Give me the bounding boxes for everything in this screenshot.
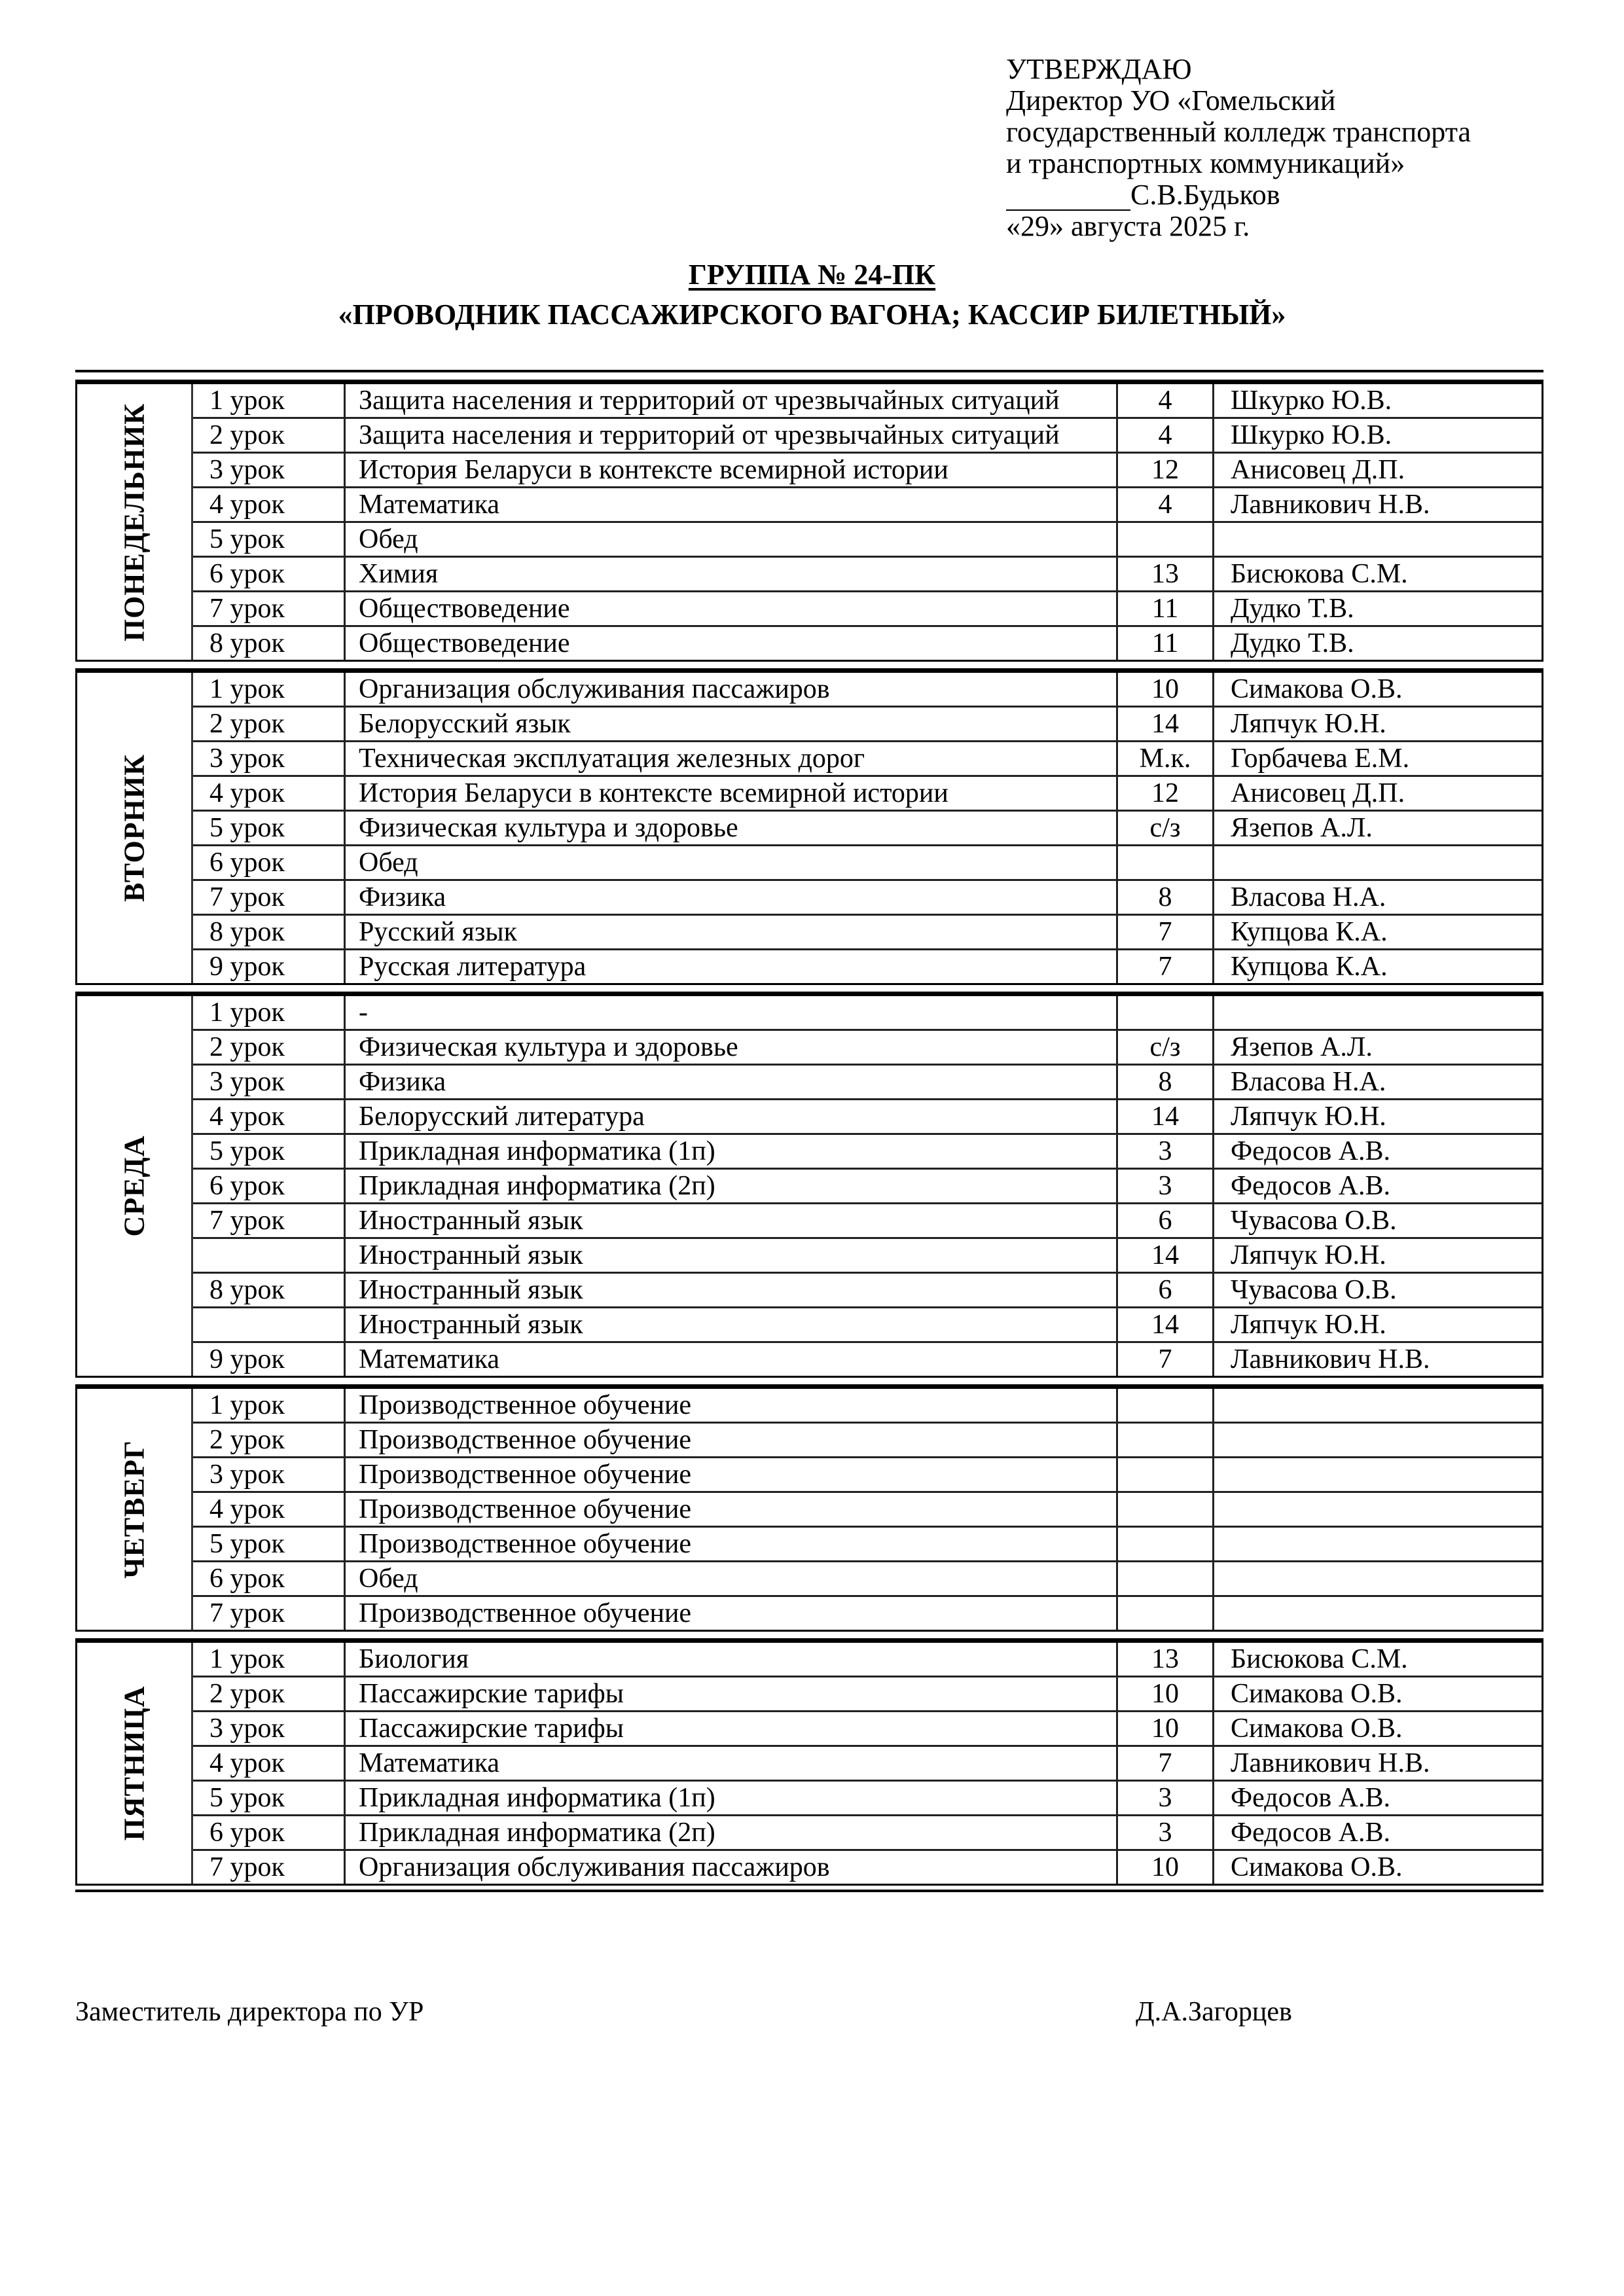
lesson-subject: Пассажирские тарифы [346, 1712, 1118, 1745]
lesson-room: 4 [1118, 384, 1214, 417]
table-row [193, 1135, 1542, 1170]
table-row [193, 1712, 1542, 1747]
lesson-teacher: Шкурко Ю.В. [1231, 420, 1392, 450]
lesson-number: 3 урок [193, 1066, 346, 1098]
table-row [193, 1528, 1542, 1562]
lesson-subject: Производственное обучение [346, 1424, 1118, 1456]
day-block [75, 1384, 1543, 1632]
table-row [193, 1204, 1542, 1239]
approval-college-line-2: и транспортных коммуникаций» [1006, 147, 1405, 179]
table-row [193, 742, 1542, 777]
lesson-room [1118, 1597, 1214, 1630]
lesson-room: 7 [1118, 1343, 1214, 1376]
day-label-cell [77, 1389, 193, 1630]
lesson-room: 11 [1118, 592, 1214, 625]
lesson-room: 8 [1118, 881, 1214, 914]
lesson-teacher: Федосов А.В. [1231, 1818, 1391, 1848]
lesson-room: 14 [1118, 1100, 1214, 1133]
day-block [75, 1638, 1543, 1886]
lesson-teacher: Лавникович Н.В. [1231, 490, 1430, 520]
lesson-subject: Прикладная информатика (1п) [346, 1782, 1118, 1814]
day-name: ПЯТНИЦА [118, 1685, 151, 1841]
lesson-number: 4 урок [193, 1493, 346, 1526]
table-row [193, 1031, 1542, 1066]
lesson-subject: Производственное обучение [346, 1528, 1118, 1560]
lesson-subject: Обед [346, 846, 1118, 879]
lesson-number: 3 урок [193, 742, 346, 775]
lesson-number: 2 урок [193, 419, 346, 452]
lesson-teacher: Симакова О.В. [1231, 1713, 1403, 1744]
lesson-teacher: Ляпчук Ю.Н. [1231, 1240, 1386, 1270]
lesson-number: 6 урок [193, 558, 346, 590]
table-row [193, 1851, 1542, 1884]
lesson-teacher: Федосов А.В. [1231, 1783, 1391, 1813]
lesson-number: 5 урок [193, 1782, 346, 1814]
lesson-subject: Физика [346, 1066, 1118, 1098]
table-row [193, 881, 1542, 916]
lesson-teacher: Язепов А.Л. [1231, 813, 1373, 843]
lesson-subject: Физическая культура и здоровье [346, 1031, 1118, 1064]
lesson-room [1118, 1493, 1214, 1526]
lesson-rows [193, 996, 1542, 1376]
table-row [193, 558, 1542, 592]
table-row [193, 1100, 1542, 1135]
table-row [193, 1239, 1542, 1274]
lesson-room: 3 [1118, 1170, 1214, 1202]
lesson-number: 5 урок [193, 1135, 346, 1168]
lesson-teacher: Язепов А.Л. [1231, 1032, 1373, 1062]
approval-heading: УТВЕРЖДАЮ [1006, 53, 1192, 85]
lesson-number: 7 урок [193, 881, 346, 914]
lesson-teacher: Лавникович Н.В. [1231, 1748, 1430, 1778]
lesson-subject: Прикладная информатика (2п) [346, 1170, 1118, 1202]
lesson-room: 11 [1118, 627, 1214, 660]
table-row [193, 1066, 1542, 1100]
lesson-number: 9 урок [193, 1343, 346, 1376]
lesson-room: 3 [1118, 1782, 1214, 1814]
lesson-number: 7 урок [193, 1204, 346, 1237]
lesson-room: 14 [1118, 708, 1214, 740]
lesson-room: 12 [1118, 777, 1214, 810]
lesson-number: 7 урок [193, 1597, 346, 1630]
approval-signature-row [1006, 179, 1595, 211]
lesson-number: 2 урок [193, 708, 346, 740]
lesson-room: 3 [1118, 1135, 1214, 1168]
lesson-rows [193, 1389, 1542, 1630]
lesson-teacher [1214, 1458, 1542, 1491]
signature-line [1006, 185, 1130, 211]
lesson-teacher: Анисовец Д.П. [1231, 778, 1405, 808]
day-label-cell [77, 1643, 193, 1884]
lesson-subject: История Беларуси в контексте всемирной истории [346, 454, 1118, 486]
lesson-teacher: Шкурко Ю.В. [1231, 386, 1392, 416]
table-row [193, 1597, 1542, 1630]
lesson-teacher [1214, 1562, 1542, 1595]
lesson-subject: Прикладная информатика (1п) [346, 1135, 1118, 1168]
lesson-subject: Иностранный язык [346, 1274, 1118, 1306]
day-name: СРЕДА [118, 1135, 151, 1237]
lesson-subject: Иностранный язык [346, 1204, 1118, 1237]
lesson-subject: Пассажирские тарифы [346, 1677, 1118, 1710]
lesson-number: 6 урок [193, 1816, 346, 1849]
lesson-room: 6 [1118, 1204, 1214, 1237]
lesson-subject: Организация обслуживания пассажиров [346, 1851, 1118, 1884]
table-row [193, 1493, 1542, 1528]
table-row [193, 1677, 1542, 1712]
lesson-room: 14 [1118, 1239, 1214, 1272]
lesson-rows [193, 384, 1542, 660]
lesson-number: 1 урок [193, 996, 346, 1029]
lesson-subject: Защита населения и территорий от чрезвычайных ситуаций [346, 419, 1118, 452]
lesson-subject: Обед [346, 523, 1118, 556]
lesson-subject: Русский язык [346, 916, 1118, 948]
lesson-subject: Русская литература [346, 950, 1118, 983]
lesson-number: 3 урок [193, 1458, 346, 1491]
lesson-room: 6 [1118, 1274, 1214, 1306]
lesson-subject: Обед [346, 1562, 1118, 1595]
lesson-teacher: Ляпчук Ю.Н. [1231, 709, 1386, 739]
lesson-number: 2 урок [193, 1031, 346, 1064]
approval-director-line: Директор УО «Гомельский [1006, 84, 1336, 117]
lesson-number: 6 урок [193, 1562, 346, 1595]
top-divider [75, 370, 1543, 372]
lesson-room: 8 [1118, 1066, 1214, 1098]
lesson-teacher: Ляпчук Ю.Н. [1231, 1102, 1386, 1132]
lesson-teacher [1214, 1493, 1542, 1526]
table-row [193, 1389, 1542, 1424]
lesson-teacher [1214, 846, 1542, 879]
day-label-cell [77, 996, 193, 1376]
lesson-teacher [1214, 1597, 1542, 1630]
lesson-subject: Производственное обучение [346, 1389, 1118, 1422]
lesson-room: 10 [1118, 1851, 1214, 1884]
lesson-subject: Организация обслуживания пассажиров [346, 673, 1118, 706]
lesson-subject: Физика [346, 881, 1118, 914]
lesson-number: 9 урок [193, 950, 346, 983]
lesson-subject: Обществоведение [346, 592, 1118, 625]
lesson-teacher: Купцова К.А. [1231, 917, 1388, 947]
lesson-teacher: Дудко Т.В. [1231, 594, 1354, 624]
lesson-number: 1 урок [193, 384, 346, 417]
day-label-cell [77, 384, 193, 660]
lesson-room: 10 [1118, 1677, 1214, 1710]
table-row [193, 1274, 1542, 1308]
lesson-number [193, 1308, 346, 1341]
lesson-room: с/з [1118, 812, 1214, 844]
lesson-teacher: Федосов А.В. [1231, 1171, 1391, 1201]
day-label-cell [77, 673, 193, 983]
table-row [193, 1424, 1542, 1458]
lesson-teacher [1214, 523, 1542, 556]
lesson-teacher [1214, 1528, 1542, 1560]
lesson-room: 4 [1118, 419, 1214, 452]
lesson-room: 3 [1118, 1816, 1214, 1849]
lesson-number: 4 урок [193, 1100, 346, 1133]
lesson-room [1118, 996, 1214, 1029]
table-row [193, 1816, 1542, 1851]
lesson-number: 4 урок [193, 1747, 346, 1780]
lesson-subject: Математика [346, 1747, 1118, 1780]
lesson-number: 1 урок [193, 1389, 346, 1422]
table-row [193, 419, 1542, 454]
lesson-subject: Защита населения и территорий от чрезвычайных ситуаций [346, 384, 1118, 417]
table-row [193, 384, 1542, 419]
lesson-subject: Белорусский литература [346, 1100, 1118, 1133]
lesson-subject: Производственное обучение [346, 1493, 1118, 1526]
group-title-text: ГРУППА № 24-ПК [688, 259, 936, 291]
lesson-number: 3 урок [193, 1712, 346, 1745]
lesson-number: 4 урок [193, 777, 346, 810]
lesson-teacher: Лавникович Н.В. [1231, 1344, 1430, 1374]
lesson-subject: Техническая эксплуатация железных дорог [346, 742, 1118, 775]
lesson-teacher: Симакова О.В. [1231, 1852, 1403, 1882]
lesson-subject: Производственное обучение [346, 1597, 1118, 1630]
lesson-teacher: Чувасова О.В. [1231, 1275, 1397, 1305]
lesson-subject: - [346, 996, 1118, 1029]
lesson-subject: Химия [346, 558, 1118, 590]
lesson-subject: Биология [346, 1643, 1118, 1676]
table-row [193, 777, 1542, 812]
lesson-number: 5 урок [193, 1528, 346, 1560]
lesson-teacher [1214, 1424, 1542, 1456]
lesson-room [1118, 523, 1214, 556]
lesson-room [1118, 1424, 1214, 1456]
approval-block [1006, 54, 1595, 242]
specialty-title: «ПРОВОДНИК ПАССАЖИРСКОГО ВАГОНА; КАССИР БИЛЕТНЫЙ» [338, 298, 1286, 331]
lesson-teacher: Купцова К.А. [1231, 952, 1388, 982]
lesson-subject: Производственное обучение [346, 1458, 1118, 1491]
lesson-teacher: Чувасова О.В. [1231, 1206, 1397, 1236]
table-row [193, 996, 1542, 1031]
lesson-room: 13 [1118, 558, 1214, 590]
table-row [193, 950, 1542, 983]
lesson-room: 14 [1118, 1308, 1214, 1341]
lesson-teacher: Симакова О.В. [1231, 674, 1403, 704]
lesson-room: 7 [1118, 950, 1214, 983]
lesson-number: 1 урок [193, 1643, 346, 1676]
day-block [75, 668, 1543, 985]
table-row [193, 1308, 1542, 1343]
footer-position: Заместитель директора по УР [75, 1997, 424, 2027]
lesson-room [1118, 1528, 1214, 1560]
lesson-teacher: Симакова О.В. [1231, 1679, 1403, 1709]
lesson-teacher [1214, 1389, 1542, 1422]
day-name: ВТОРНИК [118, 754, 151, 902]
lesson-number: 6 урок [193, 846, 346, 879]
lesson-number [193, 1239, 346, 1272]
table-row [193, 488, 1542, 523]
lesson-room: 7 [1118, 916, 1214, 948]
table-row [193, 1170, 1542, 1204]
lesson-number: 3 урок [193, 454, 346, 486]
lesson-number: 1 урок [193, 673, 346, 706]
lesson-subject: Математика [346, 488, 1118, 521]
table-row [193, 1562, 1542, 1597]
lesson-rows [193, 1643, 1542, 1884]
lesson-teacher: Власова Н.А. [1231, 882, 1386, 912]
lesson-number: 2 урок [193, 1677, 346, 1710]
lesson-subject: Математика [346, 1343, 1118, 1376]
approval-college-line: государственный колледж транспорта [1006, 116, 1471, 148]
lesson-number: 8 урок [193, 1274, 346, 1306]
lesson-room [1118, 1458, 1214, 1491]
table-row [193, 1343, 1542, 1376]
lesson-teacher: Горбачева Е.М. [1231, 744, 1410, 774]
day-name: ЧЕТВЕРГ [118, 1440, 151, 1579]
lesson-room: 13 [1118, 1643, 1214, 1676]
lesson-subject: История Беларуси в контексте всемирной истории [346, 777, 1118, 810]
lesson-teacher: Анисовец Д.П. [1231, 455, 1405, 485]
day-name: ПОНЕДЕЛЬНИК [118, 403, 151, 641]
lesson-number: 2 урок [193, 1424, 346, 1456]
lesson-teacher: Дудко Т.В. [1231, 628, 1354, 658]
lesson-number: 5 урок [193, 523, 346, 556]
lesson-room: 4 [1118, 488, 1214, 521]
lesson-teacher [1214, 996, 1542, 1029]
lesson-room [1118, 1562, 1214, 1595]
footer-name: Д.А.Загорцев [1136, 1997, 1292, 2027]
table-row [193, 812, 1542, 846]
table-row [193, 523, 1542, 558]
lesson-subject: Физическая культура и здоровье [346, 812, 1118, 844]
lesson-subject: Прикладная информатика (2п) [346, 1816, 1118, 1849]
approval-date: «29» августа 2025 г. [1006, 210, 1250, 242]
table-row [193, 627, 1542, 660]
lesson-teacher: Бисюкова С.М. [1231, 1644, 1408, 1674]
lesson-room: 10 [1118, 1712, 1214, 1745]
table-row [193, 1747, 1542, 1782]
lesson-subject: Иностранный язык [346, 1239, 1118, 1272]
lesson-teacher: Власова Н.А. [1231, 1067, 1386, 1097]
lesson-room [1118, 846, 1214, 879]
table-row [193, 708, 1542, 742]
lesson-number: 7 урок [193, 592, 346, 625]
lesson-number: 5 урок [193, 812, 346, 844]
lesson-room [1118, 1389, 1214, 1422]
table-row [193, 673, 1542, 708]
lesson-subject: Обществоведение [346, 627, 1118, 660]
day-block [75, 992, 1543, 1378]
lesson-room: с/з [1118, 1031, 1214, 1064]
lesson-room: М.к. [1118, 742, 1214, 775]
lesson-number: 8 урок [193, 916, 346, 948]
group-title [0, 259, 1624, 291]
table-row [193, 916, 1542, 950]
lesson-number: 4 урок [193, 488, 346, 521]
lesson-number: 8 урок [193, 627, 346, 660]
table-row [193, 454, 1542, 488]
lesson-number: 7 урок [193, 1851, 346, 1884]
table-row [193, 846, 1542, 881]
bottom-divider [75, 1890, 1543, 1892]
table-row [193, 592, 1542, 627]
lesson-teacher: Ляпчук Ю.Н. [1231, 1310, 1386, 1340]
day-block [75, 380, 1543, 662]
lesson-room: 10 [1118, 673, 1214, 706]
schedule-table [75, 380, 1543, 1892]
lesson-room: 12 [1118, 454, 1214, 486]
table-row [193, 1458, 1542, 1493]
lesson-teacher: Бисюкова С.М. [1231, 559, 1408, 589]
lesson-rows [193, 673, 1542, 983]
table-row [193, 1782, 1542, 1816]
lesson-teacher: Федосов А.В. [1231, 1136, 1391, 1166]
lesson-subject: Белорусский язык [346, 708, 1118, 740]
lesson-subject: Иностранный язык [346, 1308, 1118, 1341]
lesson-room: 7 [1118, 1747, 1214, 1780]
lesson-number: 6 урок [193, 1170, 346, 1202]
approval-signer: С.В.Будьков [1130, 179, 1280, 211]
table-row [193, 1643, 1542, 1677]
